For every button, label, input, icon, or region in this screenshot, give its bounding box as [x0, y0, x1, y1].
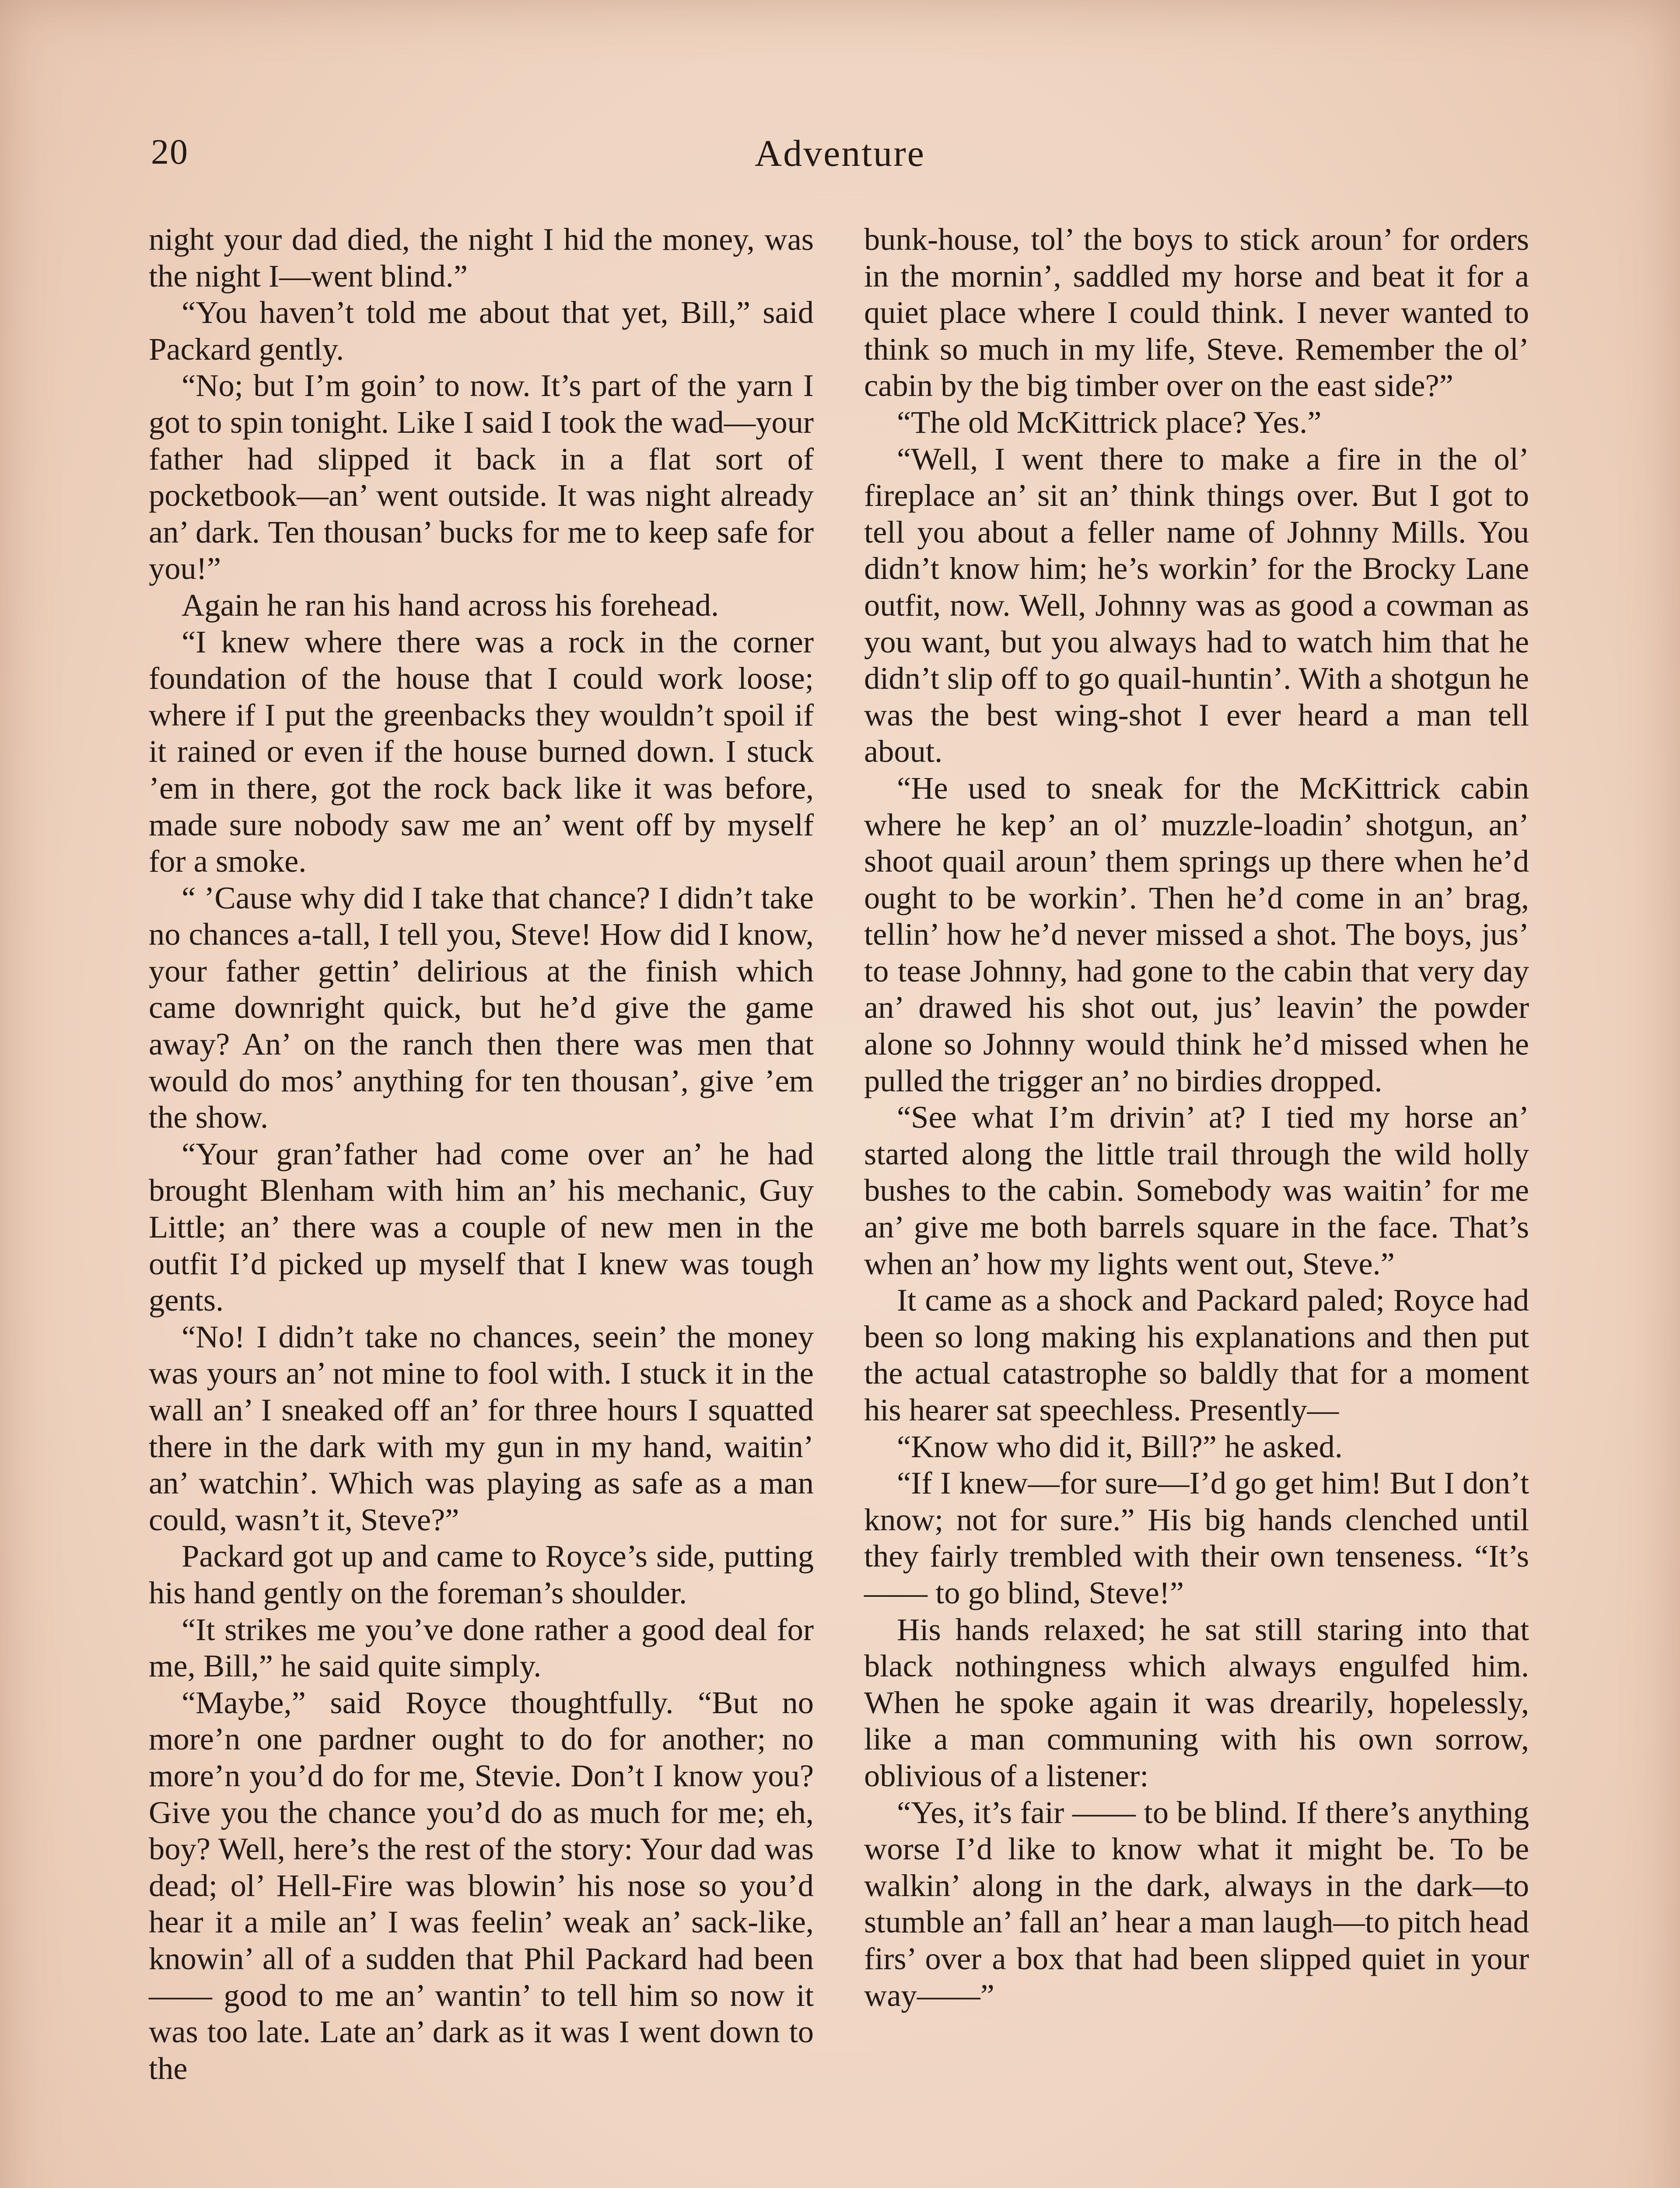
paragraph: bunk-house, tol’ the boys to stick aroun’ for orders in the mornin’, saddled my horse and beat it for a quiet place where I could think. I never wanted to think so much in my life, Steve. Remember the ol’ cabin by the big timber over on the east side?”	[864, 221, 1529, 403]
paragraph: “No; but I’m goin’ to now. It’s part of the yarn I got to spin tonight. Like I said I took the wad—your father had slipped it back in a flat sort of pocketbook—an’ went outside. It was night already an’ dark. Ten thousan’ bucks for me to keep safe for you!”	[149, 368, 814, 586]
page-number: 20	[151, 132, 189, 172]
paragraph: “Know who did it, Bill?” he asked.	[897, 1428, 1343, 1464]
paragraph: night your dad died, the night I hid the money, was the night I—went blind.”	[149, 221, 814, 294]
paragraph: “I knew where there was a rock in the corner foundation of the house that I could work loose; where if I put the greenbacks they wouldn’t spoil if it rained or even if the house burned down. I stuck ’em in there, got the rock back like it was before, made sure nobody saw me an’ went off by myself for a smoke.	[149, 624, 814, 879]
paragraph: Again he ran his hand across his forehead.	[182, 587, 719, 623]
paragraph: Packard got up and came to Royce’s side, putting his hand gently on the foreman’s shoulder.	[149, 1538, 814, 1610]
left-column	[149, 221, 814, 2188]
paragraph: His hands relaxed; he sat still staring into that black nothingness which always engulfed him. When he spoke again it was drearily, hopelessly, like a man communing with his own sorrow, oblivious of a listener:	[864, 1611, 1529, 1793]
paragraph: “Your gran’father had come over an’ he had brought Blenham with him an’ his mechanic, Guy Little; an’ there was a couple of new men in the outfit I’d picked up myself that I knew was tough gents.	[149, 1136, 814, 1318]
paragraph: “You haven’t told me about that yet, Bill,” said Packard gently.	[149, 295, 814, 367]
paragraph: “Maybe,” said Royce thoughtfully. “But no more’n one pardner ought to do for another; no more’n you’d do for me, Stevie. Don’t I know you? Give you the chance you’d do as much for me; eh, boy? Well, here’s the rest of the story: Your dad was dead; ol’ Hell-Fire was blowin’ his nose so you’d hear it a mile an’ I was feelin’ weak an’ sack-like, knowin’ all of a sudden that Phil Packard had been —— good to me an’ wantin’ to tell him so now it was too late. Late an’ dark as it was I went down to the	[149, 1684, 814, 2086]
right-column	[864, 221, 1529, 2188]
paragraph: “Yes, it’s fair —— to be blind. If there’s anything worse I’d like to know what it might be. To be walkin’ along in the dark, always in the dark—to stumble an’ fall an’ hear a man laugh—to pitch head firs’ over a box that had been slipped quiet in your way——”	[864, 1794, 1529, 2013]
paragraph: “He used to sneak for the McKittrick cabin where he kep’ an ol’ muzzle-loadin’ shotgun, an’ shoot quail aroun’ them springs up there when he’d ought to be workin’. Then he’d come in an’ brag, tellin’ how he’d never missed a shot. The boys, jus’ to tease Johnny, had gone to the cabin that very day an’ drawed his shot out, jus’ leavin’ the powder alone so Johnny would think he’d missed when he pulled the trigger an’ no birdies dropped.	[864, 770, 1529, 1098]
paragraph: “It strikes me you’ve done rather a good deal for me, Bill,” he said quite simply.	[149, 1611, 814, 1684]
running-header	[151, 131, 1529, 188]
paragraph: “The old McKittrick place? Yes.”	[897, 404, 1322, 440]
paragraph: It came as a shock and Packard paled; Royce had been so long making his explanations and then put the actual catastrophe so baldly that for a moment his hearer sat speechless. Presently—	[864, 1282, 1529, 1427]
paragraph: “See what I’m drivin’ at? I tied my horse an’ started along the little trail through the wild holly bushes to the cabin. Somebody was waitin’ for me an’ give me both barrels square in the face. That’s when an’ how my lights went out, Steve.”	[864, 1099, 1529, 1281]
paragraph: “No! I didn’t take no chances, seein’ the money was yours an’ not mine to fool with. I stuck it in the wall an’ I sneaked off an’ for three hours I squatted there in the dark with my gun in my hand, waitin’ an’ watchin’. Which was playing as safe as a man could, wasn’t it, Steve?”	[149, 1318, 814, 1537]
text-body	[149, 221, 1529, 2188]
paragraph: “ ’Cause why did I take that chance? I didn’t take no chances a-tall, I tell you, Steve! How did I know, your father gettin’ delirious at the finish which came downright quick, but he’d give the game away? An’ on the ranch then there was men that would do mos’ anything for ten thousan’, give ’em the show.	[149, 880, 814, 1135]
magazine-title: Adventure	[755, 132, 925, 174]
paragraph: “If I knew—for sure—I’d go get him! But I don’t know; not for sure.” His big hands clenched until they fairly trembled with their own tenseness. “It’s —— to go blind, Steve!”	[864, 1465, 1529, 1610]
paragraph: “Well, I went there to make a fire in the ol’ fireplace an’ sit an’ think things over. But I got to tell you about a feller name of Johnny Mills. You didn’t know him; he’s workin’ for the Brocky Lane outfit, now. Well, Johnny was as good a cowman as you want, but you always had to watch him that he didn’t slip off to go quail-huntin’. With a shotgun he was the best wing-shot I ever heard a man tell about.	[864, 441, 1529, 769]
